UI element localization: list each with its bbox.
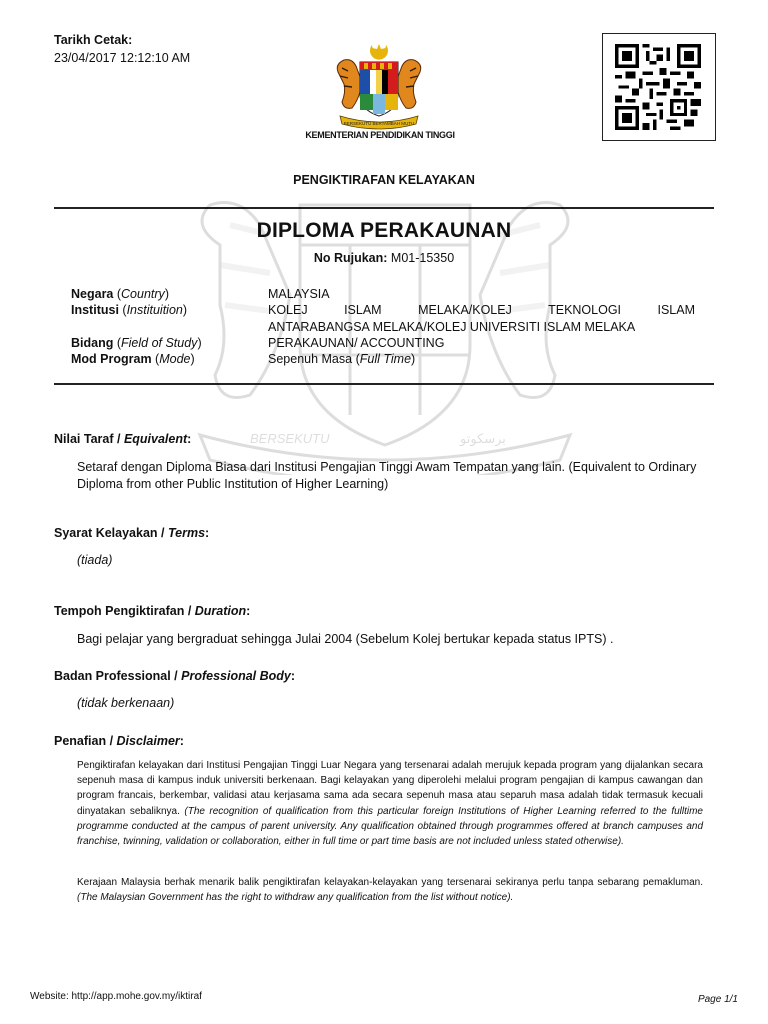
reference-value: M01-15350 bbox=[390, 251, 455, 265]
website-url: Website: http://app.mohe.gov.my/iktiraf bbox=[30, 991, 202, 1002]
reference-number bbox=[0, 251, 768, 265]
professional-body-text: (tidak berkenaan) bbox=[77, 696, 175, 710]
mode-label: Mod Program (Mode) bbox=[71, 352, 195, 366]
disclaimer-label: Penafian / Disclaimer: bbox=[54, 734, 184, 748]
country-label: Negara (Country) bbox=[71, 287, 169, 301]
institution-label: Institusi (Instituition) bbox=[71, 303, 188, 317]
institution-value-line2: ANTARABANGSA MELAKA/KOLEJ UNIVERSITI ISLAM MELAKA bbox=[268, 320, 636, 334]
document-heading: PENGIKTIRAFAN KELAYAKAN bbox=[293, 173, 475, 187]
field-label: Bidang (Field of Study) bbox=[71, 336, 202, 350]
ministry-name: KEMENTERIAN PENDIDIKAN TINGGI bbox=[305, 130, 455, 140]
reference-label: No Rujukan: bbox=[313, 251, 388, 265]
svg-text:BERSEKUTU BERTAMBAH MUTU: BERSEKUTU BERTAMBAH MUTU bbox=[343, 121, 415, 126]
qualification-title: DIPLOMA PERAKAUNAN bbox=[256, 219, 512, 242]
qr-code-icon bbox=[615, 44, 701, 130]
print-date-value: 23/04/2017 12:12:10 AM bbox=[54, 51, 191, 65]
duration-label: Tempoh Pengiktirafan / Duration: bbox=[54, 604, 251, 618]
page-number: Page 1/1 bbox=[697, 994, 738, 1005]
print-date-label: Tarikh Cetak: bbox=[54, 33, 133, 47]
svg-text:BERSEKUTU: BERSEKUTU bbox=[250, 431, 330, 446]
disclaimer-paragraph-1: Pengiktirafan kelayakan dari Institusi Pengajian Tinggi Luar Negara yang tersenarai adalah merujuk kepada program yang dijalankan secara sepenuh masa di kampus induk universiti berkenaan. Bagi kelayakan yang diperolehi melalui program pengajian di kampus cawangan dan program francais, berkembar, validasi atau kerjasama sama ada secara sepenuh masa atau separuh masa adalah tidak termasuk kecuali dinyatakan sebaliknya. (The recognition of qualification from this particular foreign Institutions of Higher Learning referred to the fulltime programme conducted at the campus of parent university. Any qualification obtained through programmes offered at branch campuses and franchise, twinning, validation or collaboration, either in full time or part time basis are not included unless stated otherwise). bbox=[77, 760, 703, 848]
terms-label: Syarat Kelayakan / Terms: bbox=[54, 526, 210, 540]
equivalent-text: Setaraf dengan Diploma Biasa dari Institusi Pengajian Tinggi Awam Tempatan yang lain. (Equivalent to Ordinary Diploma from other Public Institution of Higher Learning) bbox=[77, 460, 697, 491]
institution-value-line1: KOLEJ ISLAM MELAKA/KOLEJ TEKNOLOGI ISLAM bbox=[268, 303, 696, 317]
terms-text: (tiada) bbox=[77, 553, 113, 567]
qr-code-frame bbox=[602, 33, 716, 141]
country-value: MALAYSIA bbox=[268, 287, 330, 301]
field-value: PERAKAUNAN/ ACCOUNTING bbox=[268, 336, 445, 350]
disclaimer-paragraph-2: Kerajaan Malaysia berhak menarik balik pengiktirafan kelayakan-kelayakan yang tersenarai sekiranya perlu tanpa sebarang pemakluman. (The Malaysian Government has the right to withdraw any qualification from the list without notice). bbox=[77, 877, 703, 904]
mode-value: Sepenuh Masa (Full Time) bbox=[268, 352, 416, 366]
professional-body-label: Badan Professional / Professional Body: bbox=[54, 669, 296, 683]
svg-text:برسكوتو: برسكوتو bbox=[460, 432, 506, 447]
duration-text: Bagi pelajar yang bergraduat sehingga Julai 2004 (Sebelum Kolej bertukar kepada status IPTS) . bbox=[77, 632, 614, 646]
info-bottom-divider bbox=[54, 383, 714, 385]
coat-of-arms-logo bbox=[332, 42, 426, 132]
equivalent-label: Nilai Taraf / Equivalent: bbox=[54, 432, 192, 446]
